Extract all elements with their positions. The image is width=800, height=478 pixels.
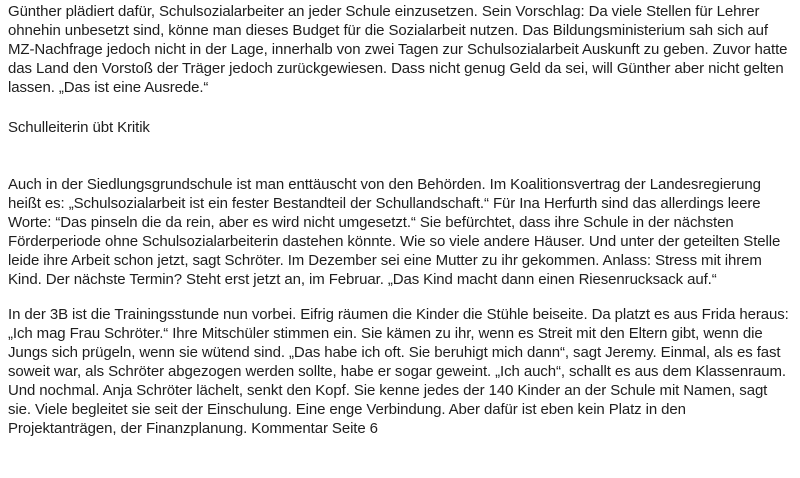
article-subheading: Schulleiterin übt Kritik [8,119,150,136]
article-paragraph-2: Auch in der Siedlungsgrundschule ist man enttäuscht von den Behörden. Im Koalitionsvertrag der Landesregierung heißt es: „Schulsozialarbeit ist ein fester Bestandteil der Schullandschaft.“ Für Ina Herfurth sind das allerdings leere Worte: “Das pinseln die da rein, aber es wird nicht umgesetzt.“ Sie befürchtet, dass ihre Schule in der nächsten Förderperiode ohne Schulsozialarbeiterin dastehen könnte. Wie so viele andere Häuser. Und unter der geteilten Stelle leide ihre Arbeit schon jetzt, sagt Schröter. Im Dezember sei eine Mutter zu ihr gekommen. Anlass: Stress mit ihrem Kind. Der nächste Termin? Steht erst jetzt an, im Februar. „Das Kind macht dann einen Riesenrucksack auf.“ [8,176,781,288]
article-paragraph-3: In der 3B ist die Trainingsstunde nun vorbei. Eifrig räumen die Kinder die Stühle beiseite. Da platzt es aus Frida heraus: „Ich mag Frau Schröter.“ Ihre Mitschüler stimmen ein. Sie kämen zu ihr, wenn es Streit mit den Eltern gibt, wenn die Jungs sich prügeln, wenn sie wütend sind. „Das habe ich oft. Sie beruhigt mich dann“, sagt Jeremy. Einmal, als es fast soweit war, als Schröter abgezogen werden sollte, habe er sogar geweint. „Ich auch“, schallt es aus dem Klassenraum. Und nochmal. Anja Schröter lächelt, senkt den Kopf. Sie kenne jedes der 140 Kinder an der Schule mit Namen, sagt sie. Viele begleitet sie seit der Einschulung. Eine enge Verbindung. Aber dafür ist eben kein Platz in den Projektanträgen, der Finanzplanung. Kommentar Seite 6 [8,306,789,437]
article-body [8,2,794,438]
article-paragraph-1: Günther plädiert dafür, Schulsozialarbeiter an jeder Schule einzusetzen. Sein Vorschlag: Da viele Stellen für Lehrer ohnehin unbesetzt sind, könne man dieses Budget für die Sozialarbeit nutzen. Das Bildungsministerium sah sich auf MZ-Nachfrage jedoch nicht in der Lage, innerhalb von zwei Tagen zur Schulsozialarbeit Auskunft zu geben. Zuvor hatte das Land den Vorstoß der Träger jedoch zurückgewiesen. Dass nicht genug Geld da sei, will Günther aber nicht gelten lassen. „Das ist eine Ausrede.“ [8,3,788,96]
